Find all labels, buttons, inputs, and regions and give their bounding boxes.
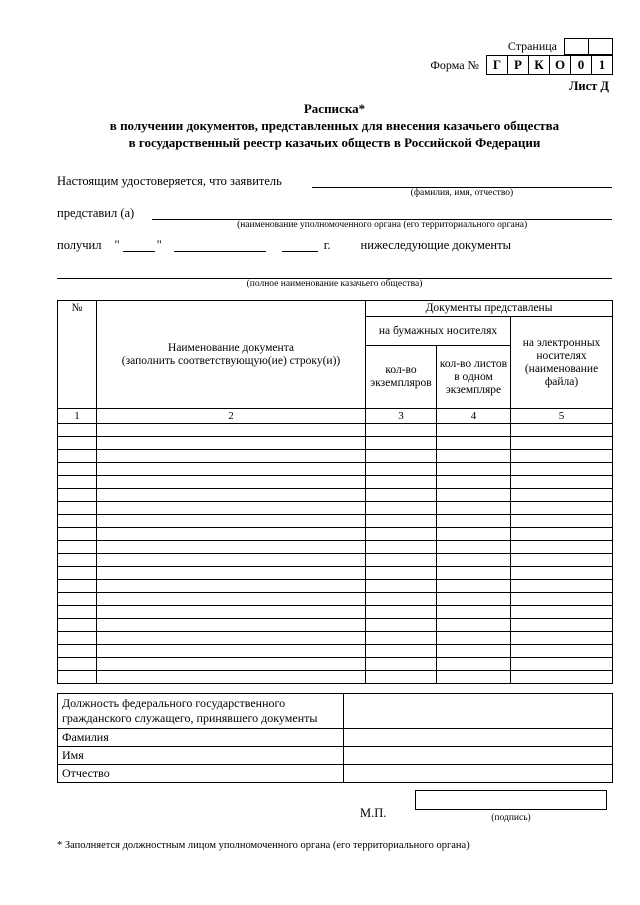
empty-cell bbox=[97, 658, 366, 671]
group-header-presented: Документы представлены bbox=[366, 301, 613, 317]
empty-cell bbox=[437, 541, 511, 554]
empty-cell bbox=[97, 424, 366, 437]
officer-position-value bbox=[344, 694, 613, 729]
empty-cell bbox=[97, 645, 366, 658]
documents-table-empty-row bbox=[58, 593, 613, 606]
authority-line bbox=[57, 205, 612, 230]
documents-table-empty-row bbox=[58, 567, 613, 580]
group-header-paper: на бумажных носителях bbox=[366, 317, 511, 346]
empty-cell bbox=[511, 671, 613, 684]
year-suffix: г. bbox=[323, 238, 331, 252]
documents-table-empty-row bbox=[58, 606, 613, 619]
empty-cell bbox=[366, 606, 437, 619]
empty-cell bbox=[437, 645, 511, 658]
officer-firstname-label: Имя bbox=[58, 747, 344, 765]
officer-patronymic-label: Отчество bbox=[58, 765, 344, 783]
documents-table-empty-row bbox=[58, 437, 613, 450]
empty-cell bbox=[58, 632, 97, 645]
empty-cell bbox=[58, 489, 97, 502]
empty-cell bbox=[437, 671, 511, 684]
document-name-line-2: (заполнить соответствующую(ие) строку(и)) bbox=[121, 354, 341, 367]
empty-cell bbox=[437, 450, 511, 463]
documents-table-empty-row bbox=[58, 476, 613, 489]
quote-close: " bbox=[156, 238, 162, 252]
column-number: 1 bbox=[58, 409, 97, 424]
form-code-cell: 0 bbox=[570, 55, 592, 75]
documents-table-empty-row bbox=[58, 515, 613, 528]
empty-cell bbox=[97, 515, 366, 528]
empty-cell bbox=[437, 606, 511, 619]
empty-cell bbox=[437, 489, 511, 502]
empty-cell bbox=[511, 541, 613, 554]
column-number: 2 bbox=[97, 409, 366, 424]
form-code-cell: Г bbox=[486, 55, 508, 75]
page-label: Страница bbox=[507, 39, 557, 53]
empty-cell bbox=[58, 645, 97, 658]
certify-text: Настоящим удостоверяется, что заявитель bbox=[57, 174, 282, 188]
document-body bbox=[57, 0, 612, 851]
col-header-document-name bbox=[97, 301, 366, 409]
empty-cell bbox=[437, 580, 511, 593]
title-line-3: в государственный реестр казачьих обществ в Российской Федерации bbox=[128, 135, 541, 150]
empty-cell bbox=[97, 450, 366, 463]
empty-cell bbox=[511, 580, 613, 593]
empty-cell bbox=[511, 593, 613, 606]
empty-cell bbox=[511, 515, 613, 528]
documents-table-empty-row bbox=[58, 489, 613, 502]
empty-cell bbox=[437, 515, 511, 528]
empty-cell bbox=[511, 476, 613, 489]
empty-cell bbox=[366, 541, 437, 554]
empty-cell bbox=[366, 437, 437, 450]
empty-cell bbox=[97, 632, 366, 645]
form-number-label: Форма № bbox=[430, 57, 479, 72]
empty-cell bbox=[58, 476, 97, 489]
empty-cell bbox=[437, 632, 511, 645]
day-blank bbox=[123, 237, 155, 252]
empty-cell bbox=[366, 515, 437, 528]
col-header-sheets: кол-во листов в одном экземпляре bbox=[437, 346, 511, 409]
empty-cell bbox=[97, 437, 366, 450]
empty-cell bbox=[511, 424, 613, 437]
empty-cell bbox=[58, 502, 97, 515]
title-line-1: Расписка* bbox=[303, 101, 366, 116]
documents-table-empty-row bbox=[58, 541, 613, 554]
society-name-caption: (полное наименование казачьего общества) bbox=[246, 279, 423, 289]
documents-table-empty-row bbox=[58, 632, 613, 645]
officer-firstname-value bbox=[344, 747, 613, 765]
empty-cell bbox=[58, 593, 97, 606]
empty-cell bbox=[366, 489, 437, 502]
empty-cell bbox=[366, 463, 437, 476]
footnote: * Заполняется должностным лицом уполномоченного органа (его территориального органа) bbox=[57, 840, 470, 851]
empty-cell bbox=[511, 619, 613, 632]
submitted-text: представил (а) bbox=[57, 206, 135, 220]
empty-cell bbox=[437, 476, 511, 489]
empty-cell bbox=[437, 567, 511, 580]
empty-cell bbox=[97, 671, 366, 684]
empty-cell bbox=[366, 502, 437, 515]
empty-cell bbox=[58, 567, 97, 580]
applicant-name-caption: (фамилия, имя, отчество) bbox=[410, 188, 514, 198]
empty-cell bbox=[366, 619, 437, 632]
applicant-line bbox=[57, 173, 612, 198]
column-number: 5 bbox=[511, 409, 613, 424]
empty-cell bbox=[366, 593, 437, 606]
officer-row-firstname bbox=[58, 747, 613, 765]
signature-area bbox=[57, 790, 612, 828]
form-code-cell: Р bbox=[507, 55, 529, 75]
received-text: получил bbox=[57, 238, 102, 252]
empty-cell bbox=[58, 437, 97, 450]
empty-cell bbox=[511, 463, 613, 476]
empty-cell bbox=[97, 476, 366, 489]
empty-cell bbox=[58, 528, 97, 541]
sheet-label: Лист Д bbox=[569, 79, 609, 93]
empty-cell bbox=[511, 502, 613, 515]
column-number: 3 bbox=[366, 409, 437, 424]
officer-surname-value bbox=[344, 729, 613, 747]
col-header-electronic: на электронных носителях (наименование файла) bbox=[511, 317, 613, 409]
documents-table-empty-row bbox=[58, 580, 613, 593]
empty-cell bbox=[58, 658, 97, 671]
empty-cell bbox=[97, 619, 366, 632]
empty-cell bbox=[97, 554, 366, 567]
empty-cell bbox=[511, 645, 613, 658]
column-number: 4 bbox=[437, 409, 511, 424]
empty-cell bbox=[437, 528, 511, 541]
empty-cell bbox=[511, 632, 613, 645]
society-name-blank bbox=[57, 264, 612, 289]
empty-cell bbox=[366, 632, 437, 645]
empty-cell bbox=[511, 606, 613, 619]
empty-cell bbox=[58, 554, 97, 567]
empty-cell bbox=[58, 580, 97, 593]
empty-cell bbox=[511, 437, 613, 450]
authority-caption: (наименование уполномоченного органа (его территориального органа) bbox=[237, 220, 528, 230]
officer-surname-label: Фамилия bbox=[58, 729, 344, 747]
empty-cell bbox=[97, 489, 366, 502]
empty-cell bbox=[97, 463, 366, 476]
form-code-cell: К bbox=[528, 55, 550, 75]
documents-table-empty-row bbox=[58, 658, 613, 671]
quote-open: " bbox=[114, 238, 120, 252]
documents-table-empty-row bbox=[58, 424, 613, 437]
empty-cell bbox=[437, 437, 511, 450]
empty-cell bbox=[58, 424, 97, 437]
documents-table-body bbox=[58, 301, 613, 424]
column-number-row bbox=[58, 409, 613, 424]
documents-table-empty-row bbox=[58, 502, 613, 515]
documents-table-empty-rows bbox=[58, 424, 613, 684]
empty-cell bbox=[366, 528, 437, 541]
received-date-line bbox=[57, 237, 612, 252]
empty-cell bbox=[437, 554, 511, 567]
empty-cell bbox=[437, 502, 511, 515]
empty-cell bbox=[511, 658, 613, 671]
documents-table-empty-row bbox=[58, 619, 613, 632]
officer-row-patronymic bbox=[58, 765, 613, 783]
empty-cell bbox=[97, 580, 366, 593]
empty-cell bbox=[58, 515, 97, 528]
empty-cell bbox=[58, 463, 97, 476]
empty-cell bbox=[437, 463, 511, 476]
empty-cell bbox=[97, 567, 366, 580]
empty-cell bbox=[97, 502, 366, 515]
empty-cell bbox=[97, 606, 366, 619]
empty-cell bbox=[366, 567, 437, 580]
year-blank bbox=[282, 237, 318, 252]
month-blank bbox=[174, 237, 266, 252]
empty-cell bbox=[97, 593, 366, 606]
empty-cell bbox=[58, 619, 97, 632]
authority-name-blank bbox=[152, 205, 612, 230]
form-code-cell: О bbox=[549, 55, 571, 75]
documents-table-empty-row bbox=[58, 528, 613, 541]
empty-cell bbox=[511, 528, 613, 541]
empty-cell bbox=[511, 554, 613, 567]
applicant-name-blank bbox=[312, 173, 612, 198]
empty-cell bbox=[97, 541, 366, 554]
stamp-label: М.П. bbox=[360, 806, 387, 820]
documents-table-empty-row bbox=[58, 463, 613, 476]
empty-cell bbox=[58, 671, 97, 684]
empty-cell bbox=[366, 658, 437, 671]
documents-table-empty-row bbox=[58, 554, 613, 567]
title-line-2: в получении документов, представленных для внесения казачьего общества bbox=[109, 118, 560, 133]
document-name-line-1: Наименование документа bbox=[168, 341, 294, 354]
officer-row-position bbox=[58, 694, 613, 729]
officer-table bbox=[57, 693, 613, 783]
following-docs-text: нижеследующие документы bbox=[360, 238, 511, 252]
empty-cell bbox=[437, 619, 511, 632]
officer-position-label: Должность федерального государственного гражданского служащего, принявшего документы bbox=[58, 694, 344, 729]
empty-cell bbox=[366, 424, 437, 437]
col-header-number: № bbox=[58, 301, 97, 409]
society-name-line bbox=[57, 264, 612, 289]
signature-box bbox=[415, 790, 607, 810]
empty-cell bbox=[366, 580, 437, 593]
empty-cell bbox=[58, 606, 97, 619]
empty-cell bbox=[366, 671, 437, 684]
empty-cell bbox=[366, 554, 437, 567]
empty-cell bbox=[511, 450, 613, 463]
form-code-cell: 1 bbox=[591, 55, 613, 75]
empty-cell bbox=[58, 450, 97, 463]
empty-cell bbox=[366, 645, 437, 658]
empty-cell bbox=[58, 541, 97, 554]
empty-cell bbox=[366, 476, 437, 489]
document-title bbox=[57, 100, 612, 151]
documents-table-empty-row bbox=[58, 450, 613, 463]
documents-table-empty-row bbox=[58, 671, 613, 684]
officer-row-surname bbox=[58, 729, 613, 747]
empty-cell bbox=[511, 489, 613, 502]
documents-table bbox=[57, 300, 613, 684]
empty-cell bbox=[437, 424, 511, 437]
officer-patronymic-value bbox=[344, 765, 613, 783]
empty-cell bbox=[511, 567, 613, 580]
documents-table-empty-row bbox=[58, 645, 613, 658]
empty-cell bbox=[97, 528, 366, 541]
empty-cell bbox=[437, 658, 511, 671]
signature-caption: (подпись) bbox=[491, 813, 531, 823]
col-header-copies: кол-во экземпляров bbox=[366, 346, 437, 409]
empty-cell bbox=[366, 450, 437, 463]
empty-cell bbox=[437, 593, 511, 606]
